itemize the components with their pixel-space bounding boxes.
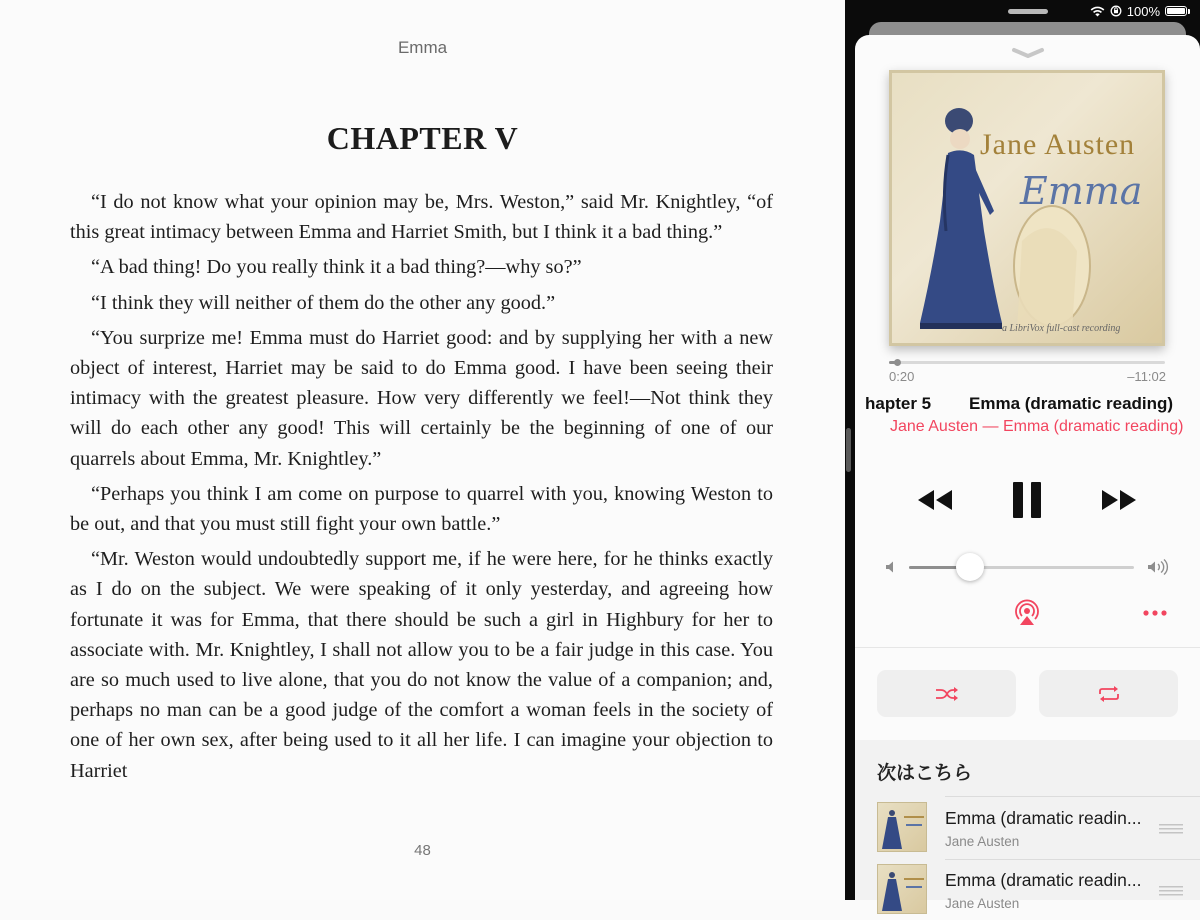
album-artwork bbox=[889, 70, 1165, 346]
queue-item-artist: Jane Austen bbox=[945, 896, 1020, 911]
playback-scrubber[interactable] bbox=[889, 361, 1165, 364]
book-paragraph: “I think they will neither of them do the other any good.” bbox=[91, 291, 556, 314]
fast-forward-button[interactable] bbox=[1097, 478, 1141, 522]
battery-tip bbox=[1188, 9, 1190, 14]
book-paragraph: “A bad thing! Do you really think it a bad thing?—why so?” bbox=[91, 256, 582, 279]
queue-artwork-figure bbox=[878, 865, 928, 915]
airplay-icon[interactable] bbox=[1013, 599, 1041, 627]
reorder-handle-icon[interactable] bbox=[1159, 886, 1183, 896]
volume-knob[interactable] bbox=[956, 553, 984, 581]
reorder-handle-icon[interactable] bbox=[1159, 824, 1183, 834]
transport-controls bbox=[855, 478, 1200, 522]
book-text[interactable] bbox=[70, 187, 773, 791]
shuffle-button[interactable] bbox=[877, 670, 1016, 717]
fast-forward-icon bbox=[1100, 488, 1138, 512]
queue-item-title: Emma (dramatic readin... bbox=[945, 808, 1142, 828]
pause-icon bbox=[1011, 481, 1043, 519]
artwork-credit-text: a LibriVox full-cast recording bbox=[1002, 323, 1121, 334]
up-next-heading: 次はこちら bbox=[877, 762, 973, 784]
collapse-chevron-icon[interactable] bbox=[1010, 45, 1046, 61]
track-title-scroll-next: Emma (dramatic reading) bbox=[969, 394, 1174, 413]
repeat-icon bbox=[1097, 685, 1121, 703]
queue-item[interactable] bbox=[877, 864, 1200, 920]
queue-item-artist: Jane Austen bbox=[945, 834, 1020, 849]
book-paragraph: “I do not know what your opinion may be, Mrs. Weston,” said Mr. Knightley, “of this great intimacy between Emma and Harriet Smith, but I think it a bad thing.” bbox=[70, 191, 773, 244]
track-artist-album: Jane Austen — Emma (dramatic reading) bbox=[890, 418, 1184, 435]
multitasking-indicator[interactable] bbox=[1008, 9, 1048, 14]
queue-artwork-figure bbox=[878, 803, 928, 853]
volume-low-icon bbox=[885, 560, 897, 574]
queue-divider bbox=[945, 796, 1200, 797]
book-paragraph: “You surprize me! Emma must do Harriet good: and by supplying her with a new object of interest, Harriet may be said to do Emma good. I have been seeing their intimacy with the greatest pleasure. How very differently we feel!—Not think they will do each other any good! This will certainly be the beginning of one of our quarrels about Emma, Mr. Knightley.” bbox=[70, 326, 773, 470]
page-number: 48 bbox=[414, 842, 431, 859]
track-title bbox=[855, 394, 1200, 416]
track-title-scroll-prev: hapter 5 bbox=[865, 394, 932, 413]
queue-item-artwork bbox=[877, 864, 927, 914]
chapter-heading: CHAPTER V bbox=[326, 120, 519, 156]
repeat-button[interactable] bbox=[1039, 670, 1178, 717]
now-playing-panel[interactable] bbox=[855, 35, 1200, 911]
section-divider bbox=[855, 647, 1200, 648]
queue-item[interactable] bbox=[877, 802, 1200, 858]
scrubber-knob[interactable] bbox=[894, 359, 901, 366]
remaining-time: –11:02 bbox=[1127, 369, 1166, 384]
volume-slider[interactable] bbox=[909, 566, 1134, 569]
pause-button[interactable] bbox=[1005, 478, 1049, 522]
artwork-title-text: Emma bbox=[1020, 169, 1143, 213]
rewind-icon bbox=[916, 488, 954, 512]
rewind-button[interactable] bbox=[913, 478, 957, 522]
book-paragraph: “Perhaps you think I am come on purpose to quarrel with you, knowing Weston to be out, and that you must still fight your own battle.” bbox=[70, 482, 773, 536]
battery-percentage: 100% bbox=[1126, 3, 1160, 19]
volume-high-icon bbox=[1147, 559, 1171, 575]
orientation-lock-icon bbox=[1110, 5, 1122, 17]
queue-divider bbox=[945, 859, 1200, 860]
more-icon[interactable] bbox=[1141, 603, 1169, 623]
shuffle-icon bbox=[935, 686, 959, 702]
status-bar bbox=[1090, 3, 1190, 19]
book-paragraph: “Mr. Weston would undoubtedly support me, if he were here, for he thinks exactly as I do on the subject. We were speaking of it only yesterday, and agreeing how fortunate it was for Emma, that there should be such a girl in Highbury for her to associate with. Mr. Knightley, I shall not allow you to be a fair judge in this case. You are so much used to live alone, that you do not know the value of a companion; and, perhaps no man can be a good judge of the comfort a woman feels in the society of one of her own sex, after being used to it all her life. I can imagine your objection to Harriet bbox=[70, 548, 773, 782]
elapsed-time: 0:20 bbox=[889, 369, 915, 384]
queue-item-artwork bbox=[877, 802, 927, 852]
artwork-author-text: Jane Austen bbox=[980, 128, 1136, 161]
battery-icon bbox=[1165, 6, 1187, 16]
up-next-section bbox=[855, 740, 1200, 911]
split-view-handle[interactable] bbox=[846, 428, 851, 472]
book-title: Emma bbox=[397, 38, 448, 57]
volume-control bbox=[885, 555, 1175, 579]
queue-item-title: Emma (dramatic readin... bbox=[945, 870, 1142, 890]
wifi-icon bbox=[1090, 5, 1105, 17]
